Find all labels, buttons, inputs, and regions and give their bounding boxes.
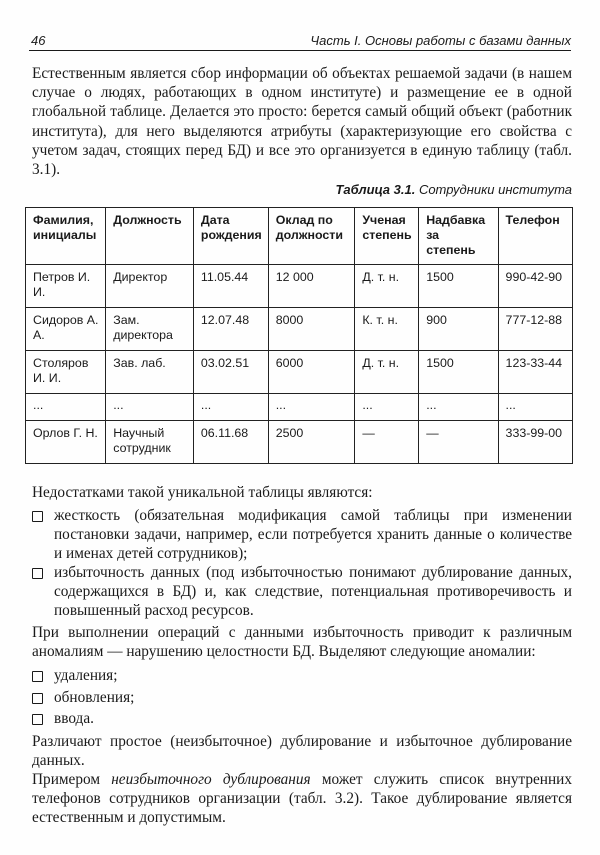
bullet-item <box>32 666 572 685</box>
table-cell: Орлов Г. Н. <box>26 421 106 464</box>
table-cell: ... <box>419 394 498 421</box>
table-cell: Сидоров А. А. <box>26 308 106 351</box>
column-header: Фамилия, инициалы <box>26 208 106 265</box>
square-bullet-icon <box>32 568 43 579</box>
intro-paragraph: Естественным является сбор информации об объектах решаемой задачи (в нашем случае о людях, работающих в одном институте) и размещение ее в одной глобальной таблице. Делается это просто: берется самый общий объект (работник института), для него выделяются атрибуты (характеризующие его свойства с учетом задач, стоящих перед БД) и все это организуется в единую таблицу (табл. 3.1). <box>32 65 572 179</box>
table-cell: 12 000 <box>268 265 355 308</box>
square-bullet-icon <box>32 714 43 725</box>
table-cell: 03.02.51 <box>193 351 268 394</box>
table-row <box>26 265 573 308</box>
duplication-paragraph: Различают простое (неизбыточное) дублирование и избыточное дублирование данных. <box>32 733 572 770</box>
table-cell: Зам. директора <box>106 308 194 351</box>
table-cell: Научный сотрудник <box>106 421 194 464</box>
column-header: Оклад по должности <box>268 208 355 265</box>
table-cell: Д. т. н. <box>355 351 419 394</box>
table-cell: 6000 <box>268 351 355 394</box>
running-header <box>29 30 571 51</box>
table-row <box>26 421 573 464</box>
table-cell: ... <box>268 394 355 421</box>
table-cell: К. т. н. <box>355 308 419 351</box>
table-cell: 777-12-88 <box>498 308 572 351</box>
table-caption <box>335 182 572 197</box>
page-number: 46 <box>31 33 46 48</box>
table-cell: 123-33-44 <box>498 351 572 394</box>
table-header-row <box>26 208 573 265</box>
table-cell: ... <box>26 394 106 421</box>
bullet-item <box>32 709 572 728</box>
bullet-text: обновления; <box>54 689 135 706</box>
column-header: Надбавка за степень <box>419 208 498 265</box>
table-row <box>26 351 573 394</box>
bullet-text: избыточность данных (под избыточностью понимают дублирование данных, содержащихся в БД) и, как следствие, потенциальная противоречивость и повышенный расход ресурсов. <box>54 564 572 620</box>
table-row <box>26 308 573 351</box>
column-header: Телефон <box>498 208 572 265</box>
bullet-text: удаления; <box>54 667 118 684</box>
bullet-item <box>32 688 572 707</box>
table-cell: Зав. лаб. <box>106 351 194 394</box>
bullet-item <box>32 563 572 621</box>
table-cell: Директор <box>106 265 194 308</box>
table-cell: ... <box>355 394 419 421</box>
table-cell: ... <box>193 394 268 421</box>
table-row-ellipsis <box>26 394 573 421</box>
drawbacks-intro: Недостатками такой уникальной таблицы являются: <box>32 484 373 501</box>
table-cell: — <box>355 421 419 464</box>
column-header: Дата рождения <box>193 208 268 265</box>
table-cell: ... <box>106 394 194 421</box>
table-cell: 333-99-00 <box>498 421 572 464</box>
table-cell: 1500 <box>419 351 498 394</box>
table-cell: 1500 <box>419 265 498 308</box>
example-emphasis: неизбыточного дублирования <box>111 771 311 788</box>
example-lead: Примером <box>32 771 112 788</box>
employees-table <box>25 207 573 464</box>
table-cell: 11.05.44 <box>193 265 268 308</box>
table-cell: 8000 <box>268 308 355 351</box>
table-cell: 900 <box>419 308 498 351</box>
square-bullet-icon <box>32 671 43 682</box>
table-cell: Д. т. н. <box>355 265 419 308</box>
table-cell: ... <box>498 394 572 421</box>
table-caption-title: Сотрудники института <box>418 182 572 197</box>
column-header: Должность <box>106 208 194 265</box>
square-bullet-icon <box>32 693 43 704</box>
table-caption-label: Таблица 3.1. <box>335 182 416 197</box>
table-cell: 2500 <box>268 421 355 464</box>
column-header: Ученая степень <box>355 208 419 265</box>
example-paragraph <box>32 770 572 828</box>
table-cell: 06.11.68 <box>193 421 268 464</box>
running-title: Часть I. Основы работы с базами данных <box>310 33 571 48</box>
bullet-item <box>32 506 572 564</box>
table-cell: Петров И. И. <box>26 265 106 308</box>
table-cell: Столяров И. И. <box>26 351 106 394</box>
bullet-text: жесткость (обязательная модификация самой таблицы при изменении постановки задачи, например, если потребуется хранить данные о количестве и именах детей сотрудников); <box>54 507 572 563</box>
anomalies-intro: При выполнении операций с данными избыточность приводит к различным аномалиям — нарушению целостности БД. Выделяют следующие аномалии: <box>32 624 572 661</box>
table-cell: 990-42-90 <box>498 265 572 308</box>
example-rest: может служить список внутренних телефонов сотрудников организации (табл. 3.2). Такое дублирование является естественным и допустимым. <box>32 771 572 827</box>
square-bullet-icon <box>32 511 43 522</box>
bullet-text: ввода. <box>54 710 94 727</box>
table-cell: — <box>419 421 498 464</box>
table-cell: 12.07.48 <box>193 308 268 351</box>
